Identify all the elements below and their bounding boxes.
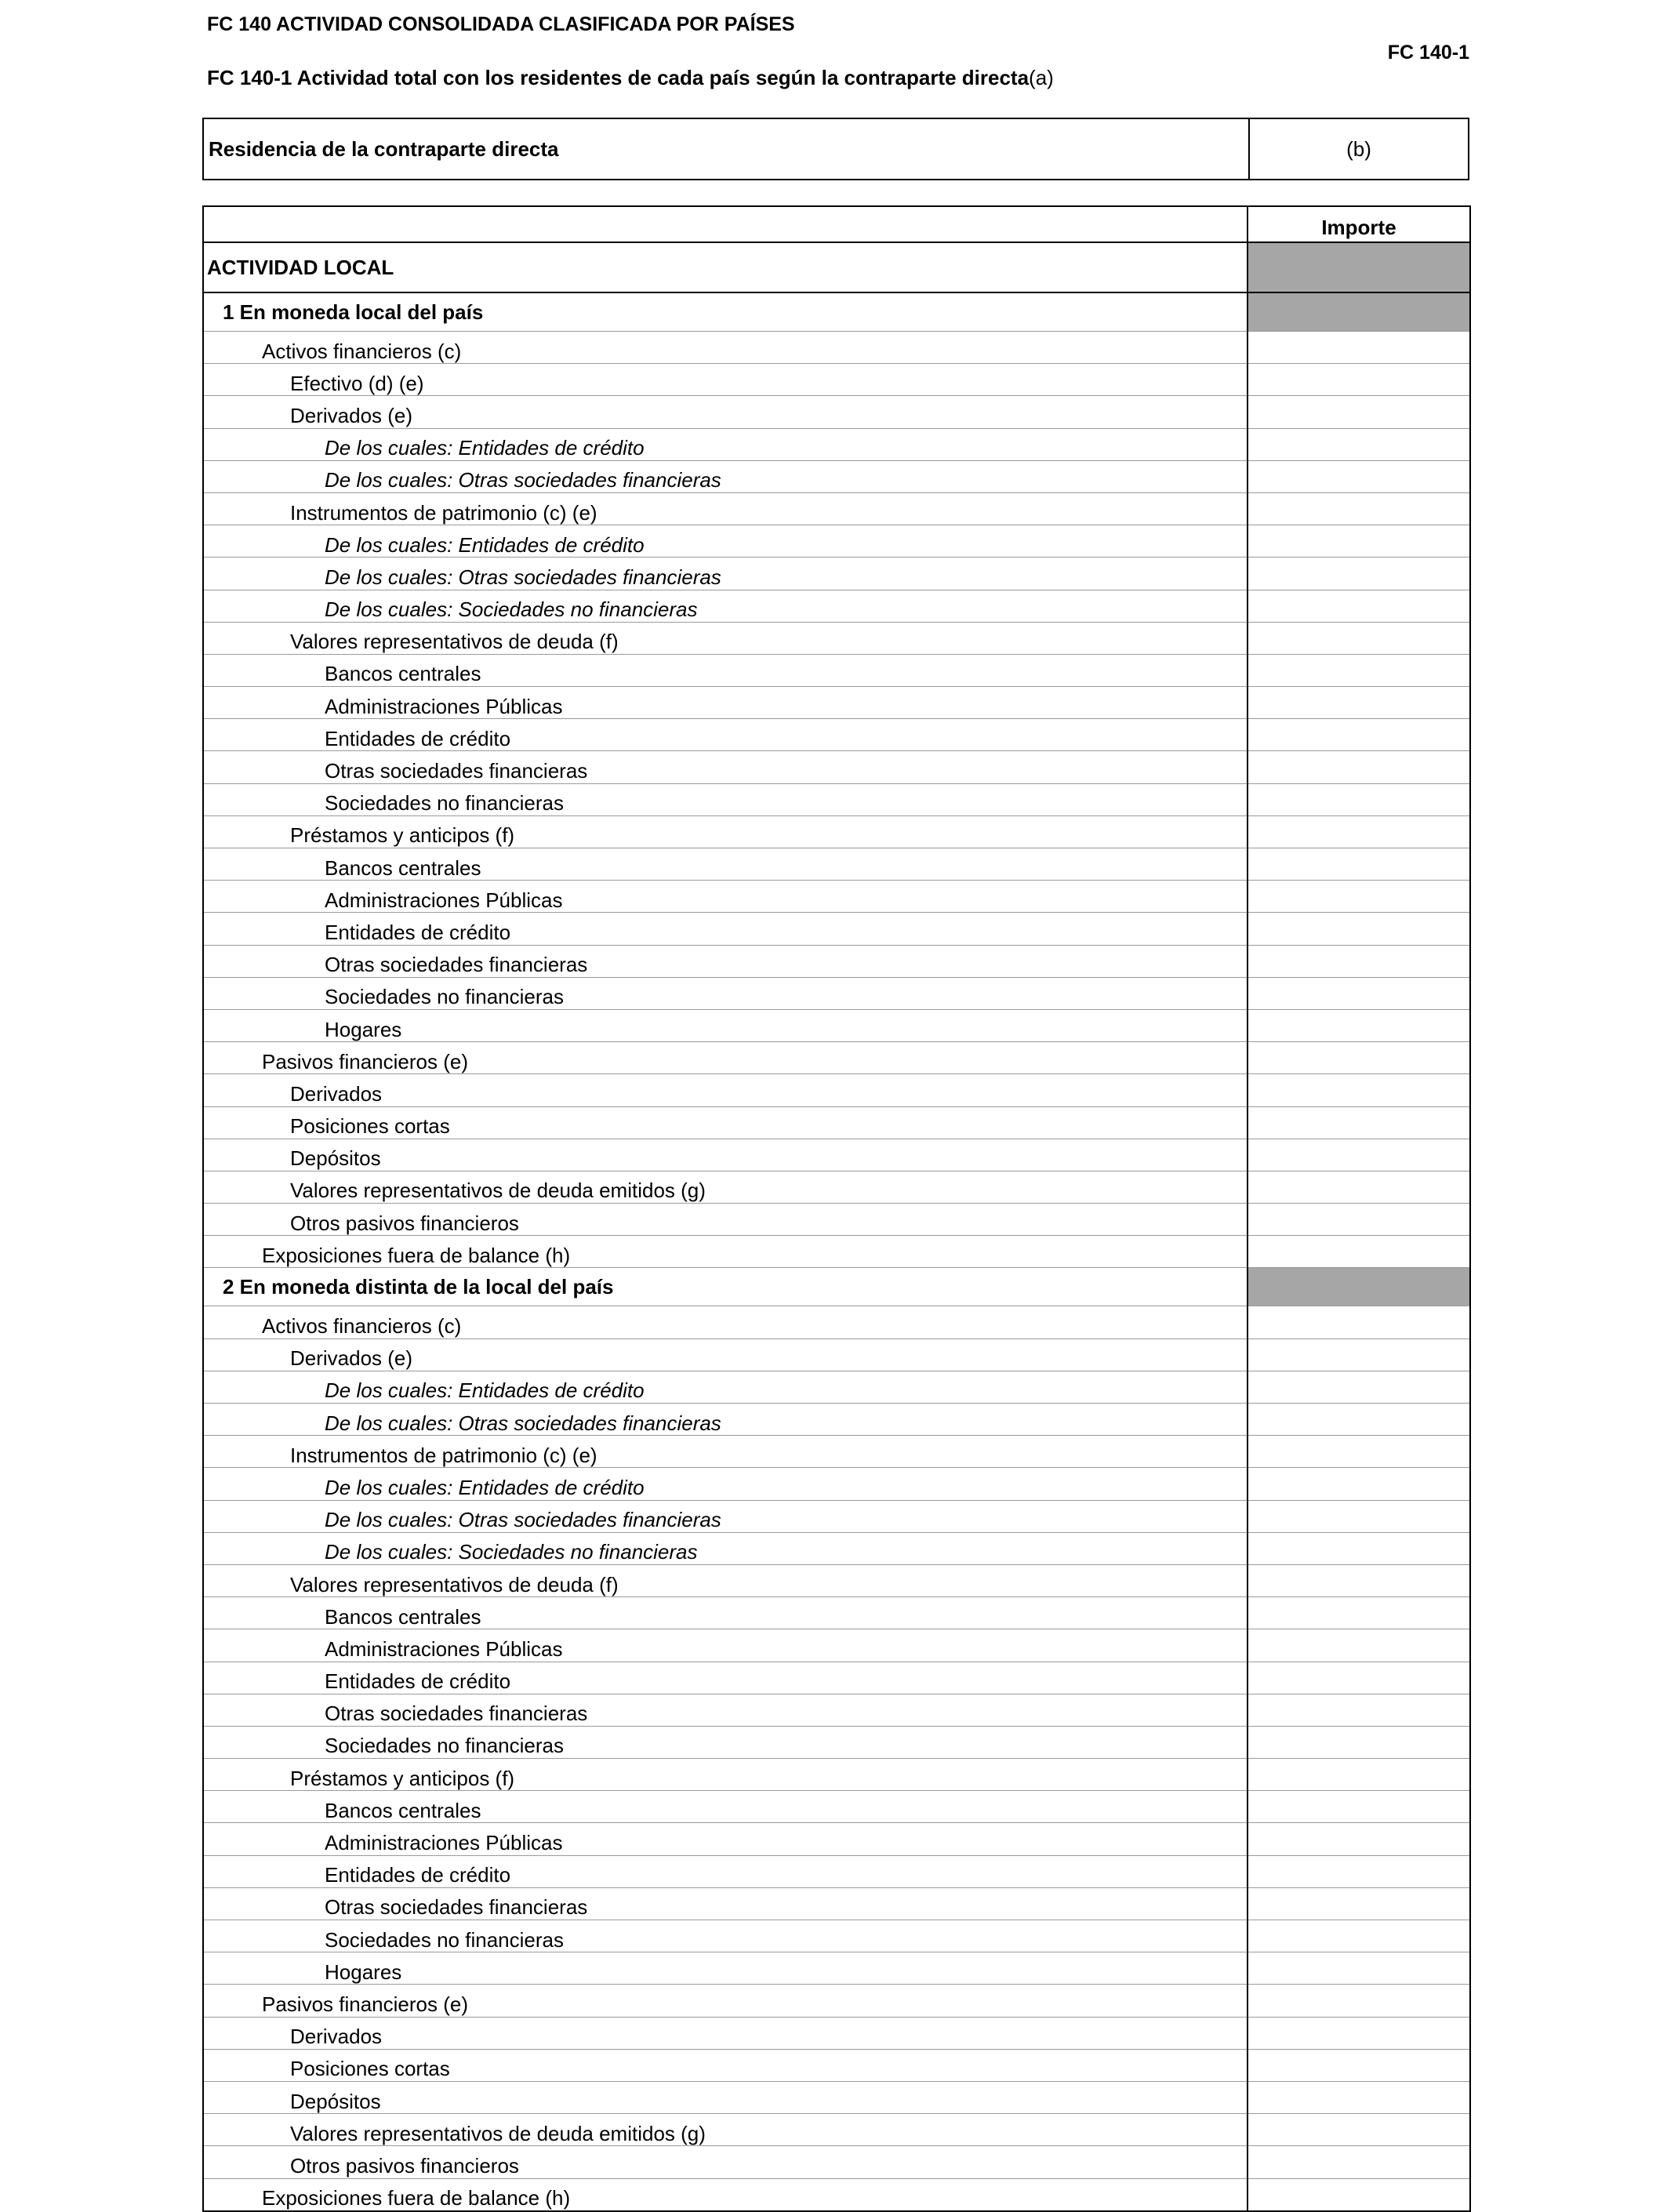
table-row — [203, 1468, 1470, 1500]
importe-input-cell[interactable] — [1248, 1855, 1470, 1887]
table-header-row — [203, 206, 1470, 242]
row-label: Derivados (e) — [203, 396, 1248, 428]
row-label: De los cuales: Otras sociedades financieras — [203, 558, 1248, 590]
table-row — [203, 1338, 1470, 1371]
table-row — [203, 1436, 1470, 1468]
importe-input-cell[interactable] — [1248, 1139, 1470, 1171]
importe-input-cell[interactable] — [1248, 1823, 1470, 1855]
row-label: Valores representativos de deuda emitidos (g) — [203, 2114, 1248, 2146]
importe-input-cell[interactable] — [1248, 1887, 1470, 1920]
row-label: Bancos centrales — [203, 848, 1248, 881]
importe-input-cell[interactable] — [1248, 364, 1470, 396]
row-label: De los cuales: Sociedades no financieras — [203, 590, 1248, 622]
row-label: De los cuales: Entidades de crédito — [203, 525, 1248, 558]
row-label: Posiciones cortas — [203, 1106, 1248, 1139]
row-label: De los cuales: Entidades de crédito — [203, 428, 1248, 460]
importe-input-cell[interactable] — [1248, 1204, 1470, 1236]
section-row — [203, 242, 1470, 292]
importe-input-cell[interactable] — [1248, 913, 1470, 945]
row-label: Depósitos — [203, 1139, 1248, 1171]
table-row — [203, 1204, 1470, 1236]
row-label: Pasivos financieros (e) — [203, 1042, 1248, 1074]
importe-input-cell[interactable] — [1248, 460, 1470, 492]
table-row — [203, 815, 1470, 848]
table-row — [203, 332, 1470, 364]
row-label: De los cuales: Otras sociedades financieras — [203, 460, 1248, 492]
importe-input-cell[interactable] — [1248, 1597, 1470, 1629]
table-row — [203, 751, 1470, 783]
importe-input-cell[interactable] — [1248, 590, 1470, 622]
importe-input-cell[interactable] — [1248, 1171, 1470, 1203]
importe-input-cell[interactable] — [1248, 1791, 1470, 1823]
table-row — [203, 1404, 1470, 1436]
row-label: Administraciones Públicas — [203, 1823, 1248, 1855]
importe-input-cell[interactable] — [1248, 1042, 1470, 1074]
importe-input-cell[interactable] — [1248, 945, 1470, 977]
row-label: Otras sociedades financieras — [203, 1887, 1248, 1920]
row-label: Instrumentos de patrimonio (c) (e) — [203, 492, 1248, 525]
row-label: Valores representativos de deuda (f) — [203, 622, 1248, 654]
importe-input-cell[interactable] — [1248, 1371, 1470, 1403]
row-label: Valores representativos de deuda emitidos (g) — [203, 1171, 1248, 1203]
table-row — [203, 719, 1470, 751]
activity-table — [202, 205, 1471, 2212]
row-label: Sociedades no financieras — [203, 1726, 1248, 1758]
importe-input-cell[interactable] — [1248, 1500, 1470, 1532]
importe-input-cell[interactable] — [1248, 1952, 1470, 1985]
table-row — [203, 2146, 1470, 2178]
row-label: Entidades de crédito — [203, 913, 1248, 945]
importe-input-cell[interactable] — [1248, 687, 1470, 719]
row-label: De los cuales: Otras sociedades financieras — [203, 1404, 1248, 1436]
table-row — [203, 1887, 1470, 1920]
table-row — [203, 2081, 1470, 2113]
table-row — [203, 1823, 1470, 1855]
importe-input-cell[interactable] — [1248, 1236, 1470, 1268]
importe-input-cell[interactable] — [1248, 654, 1470, 686]
table-row — [203, 977, 1470, 1009]
residence-box — [202, 118, 1469, 180]
table-row — [203, 1920, 1470, 1952]
row-label: Otras sociedades financieras — [203, 751, 1248, 783]
importe-input-cell[interactable] — [1248, 1985, 1470, 2017]
row-label: Administraciones Públicas — [203, 881, 1248, 913]
row-label: Sociedades no financieras — [203, 1920, 1248, 1952]
row-label: Pasivos financieros (e) — [203, 1985, 1248, 2017]
table-row — [203, 913, 1470, 945]
row-label: De los cuales: Sociedades no financieras — [203, 1532, 1248, 1564]
table-row — [203, 428, 1470, 460]
table-row — [203, 1985, 1470, 2017]
row-label: Exposiciones fuera de balance (h) — [203, 1236, 1248, 1268]
form-title: FC 140 ACTIVIDAD CONSOLIDADA CLASIFICADA POR PAÍSES — [207, 13, 795, 35]
block-foreign-currency-value-cell — [1248, 1268, 1470, 1306]
table-row — [203, 783, 1470, 815]
importe-input-cell[interactable] — [1248, 1629, 1470, 1662]
table-row — [203, 622, 1470, 654]
importe-input-cell[interactable] — [1248, 2017, 1470, 2049]
importe-input-cell[interactable] — [1248, 2114, 1470, 2146]
row-label: Entidades de crédito — [203, 1855, 1248, 1887]
table-row — [203, 1629, 1470, 1662]
table-row — [203, 558, 1470, 590]
row-label: Entidades de crédito — [203, 1662, 1248, 1694]
residence-label: Residencia de la contraparte directa — [209, 137, 559, 161]
table-row — [203, 525, 1470, 558]
row-label: Otras sociedades financieras — [203, 1694, 1248, 1726]
row-label: Valores representativos de deuda (f) — [203, 1564, 1248, 1596]
importe-input-cell[interactable] — [1248, 1106, 1470, 1139]
importe-input-cell[interactable] — [1248, 2049, 1470, 2081]
importe-input-cell[interactable] — [1248, 622, 1470, 654]
table-row — [203, 396, 1470, 428]
row-label: Administraciones Públicas — [203, 687, 1248, 719]
importe-input-cell[interactable] — [1248, 848, 1470, 881]
table-row — [203, 945, 1470, 977]
table-row — [203, 2178, 1470, 2211]
section-value-cell — [1248, 242, 1470, 292]
importe-input-cell[interactable] — [1248, 1009, 1470, 1041]
section-title: ACTIVIDAD LOCAL — [203, 242, 1248, 292]
importe-input-cell[interactable] — [1248, 492, 1470, 525]
importe-input-cell[interactable] — [1248, 1694, 1470, 1726]
row-label: Préstamos y anticipos (f) — [203, 1759, 1248, 1791]
importe-input-cell[interactable] — [1248, 1338, 1470, 1371]
table-row — [203, 687, 1470, 719]
importe-input-cell[interactable] — [1248, 396, 1470, 428]
table-row — [203, 1236, 1470, 1268]
row-label: De los cuales: Entidades de crédito — [203, 1468, 1248, 1500]
importe-input-cell[interactable] — [1248, 1759, 1470, 1791]
importe-input-cell[interactable] — [1248, 1532, 1470, 1564]
table-row — [203, 848, 1470, 881]
table-row — [203, 1726, 1470, 1758]
table-row — [203, 1171, 1470, 1203]
table-row — [203, 1371, 1470, 1403]
row-label: Posiciones cortas — [203, 2049, 1248, 2081]
table-row — [203, 1009, 1470, 1041]
importe-input-cell[interactable] — [1248, 1436, 1470, 1468]
table-row — [203, 2049, 1470, 2081]
table-row — [203, 1500, 1470, 1532]
importe-input-cell[interactable] — [1248, 525, 1470, 558]
row-label: Derivados (e) — [203, 1338, 1248, 1371]
form-code: FC 140-1 — [1387, 42, 1469, 64]
row-label: Depósitos — [203, 2081, 1248, 2113]
importe-input-cell[interactable] — [1248, 719, 1470, 751]
row-label: Bancos centrales — [203, 1597, 1248, 1629]
table-row — [203, 654, 1470, 686]
row-label: Bancos centrales — [203, 1791, 1248, 1823]
importe-input-cell[interactable] — [1248, 783, 1470, 815]
importe-input-cell[interactable] — [1248, 881, 1470, 913]
table-row — [203, 1759, 1470, 1791]
table-row — [203, 1306, 1470, 1338]
block-foreign-currency-title: 2 En moneda distinta de la local del país — [203, 1268, 1248, 1306]
importe-input-cell[interactable] — [1248, 1920, 1470, 1952]
row-label: De los cuales: Entidades de crédito — [203, 1371, 1248, 1403]
block-local-currency — [203, 292, 1470, 332]
block-foreign-currency — [203, 1268, 1470, 1306]
importe-input-cell[interactable] — [1248, 2146, 1470, 2178]
row-label: Administraciones Públicas — [203, 1629, 1248, 1662]
residence-value-field[interactable]: (b) — [1346, 137, 1371, 161]
importe-input-cell[interactable] — [1248, 1074, 1470, 1106]
importe-input-cell[interactable] — [1248, 1468, 1470, 1500]
importe-input-cell[interactable] — [1248, 751, 1470, 783]
table-row — [203, 364, 1470, 396]
importe-input-cell[interactable] — [1248, 1404, 1470, 1436]
row-label: Bancos centrales — [203, 654, 1248, 686]
table-row — [203, 1042, 1470, 1074]
row-label: De los cuales: Otras sociedades financieras — [203, 1500, 1248, 1532]
row-label: Sociedades no financieras — [203, 783, 1248, 815]
block-local-currency-title: 1 En moneda local del país — [203, 292, 1248, 332]
row-label: Sociedades no financieras — [203, 977, 1248, 1009]
activity-table-body — [203, 206, 1470, 2211]
table-row — [203, 590, 1470, 622]
importe-input-cell[interactable] — [1248, 1306, 1470, 1338]
importe-input-cell[interactable] — [1248, 2081, 1470, 2113]
row-label: Activos financieros (c) — [203, 332, 1248, 364]
row-label: Instrumentos de patrimonio (c) (e) — [203, 1436, 1248, 1468]
table-row — [203, 1597, 1470, 1629]
table-row — [203, 460, 1470, 492]
table-row — [203, 1532, 1470, 1564]
table-row — [203, 1791, 1470, 1823]
table-row — [203, 1662, 1470, 1694]
row-label: Otros pasivos financieros — [203, 1204, 1248, 1236]
subtitle-note: (a) — [1029, 66, 1054, 89]
importe-input-cell[interactable] — [1248, 332, 1470, 364]
table-row — [203, 1694, 1470, 1726]
row-label: Entidades de crédito — [203, 719, 1248, 751]
row-label: Activos financieros (c) — [203, 1306, 1248, 1338]
subtitle-text: FC 140-1 Actividad total con los residentes de cada país según la contraparte directa — [207, 66, 1030, 89]
table-row — [203, 2017, 1470, 2049]
table-row — [203, 492, 1470, 525]
importe-input-cell[interactable] — [1248, 1726, 1470, 1758]
table-row — [203, 1139, 1470, 1171]
importe-input-cell[interactable] — [1248, 428, 1470, 460]
block-local-currency-value-cell — [1248, 292, 1470, 332]
table-row — [203, 881, 1470, 913]
row-label: Otros pasivos financieros — [203, 2146, 1248, 2178]
row-label: Hogares — [203, 1952, 1248, 1985]
importe-input-cell[interactable] — [1248, 815, 1470, 848]
column-header-importe: Importe — [1248, 206, 1470, 242]
row-label: Derivados — [203, 2017, 1248, 2049]
form-subtitle — [207, 66, 1054, 90]
table-row — [203, 1564, 1470, 1596]
table-row — [203, 1074, 1470, 1106]
importe-input-cell[interactable] — [1248, 1662, 1470, 1694]
importe-input-cell[interactable] — [1248, 977, 1470, 1009]
table-row — [203, 1855, 1470, 1887]
table-row — [203, 1952, 1470, 1985]
header-label-cell — [203, 206, 1248, 242]
row-label: Hogares — [203, 1009, 1248, 1041]
row-label: Préstamos y anticipos (f) — [203, 815, 1248, 848]
row-label: Exposiciones fuera de balance (h) — [203, 2178, 1248, 2211]
importe-input-cell[interactable] — [1248, 1564, 1470, 1596]
importe-input-cell[interactable] — [1248, 558, 1470, 590]
table-row — [203, 1106, 1470, 1139]
row-label: Otras sociedades financieras — [203, 945, 1248, 977]
row-label: Derivados — [203, 1074, 1248, 1106]
table-row — [203, 2114, 1470, 2146]
row-label: Efectivo (d) (e) — [203, 364, 1248, 396]
importe-input-cell[interactable] — [1248, 2178, 1470, 2211]
